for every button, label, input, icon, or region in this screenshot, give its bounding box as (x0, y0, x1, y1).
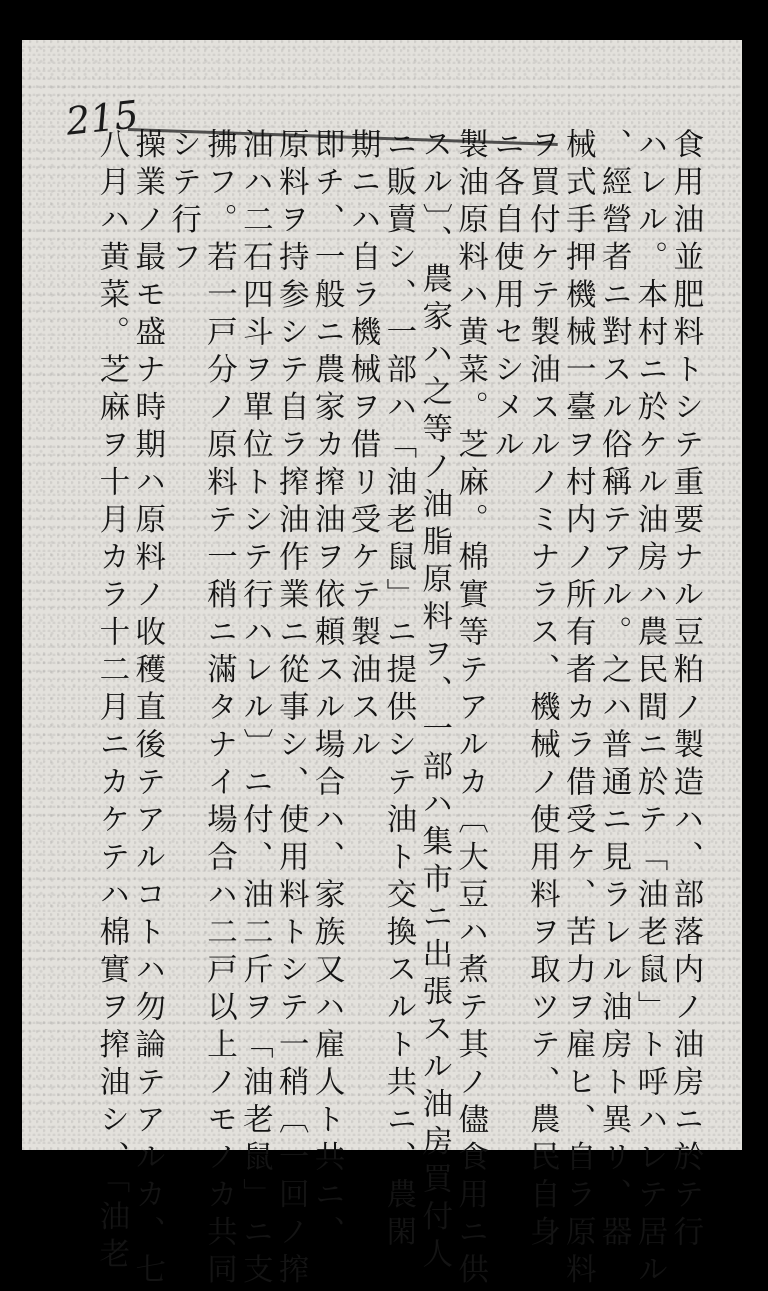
text-column: ハレル。本村ニ於ケル油房ハ農民間ニ於テ「油老鼠」ト呼ハレテ居ル (632, 128, 667, 1291)
text-column: 原料ヲ持参シテ自ラ搾油作業ニ從事シ、使用料トシテ一稍〔一回ノ搾 (273, 128, 309, 1291)
text-column: ニ販賣シ、一部ハ「油老鼠」ニ提供シテ油ト交換スルト共ニ、農閑 (380, 128, 416, 1253)
text-column: ヲ買付ケテ製油スルノミナラス、機械ノ使用料ヲ取ツテ、農民自身 (524, 128, 560, 1253)
text-column: 、經營者ニ對スル俗稱テアル。之ハ普通ニ見ラレル油房ト異リ、器 (596, 128, 632, 1253)
text-column: シテ行フ (165, 128, 201, 278)
text-column: 拂フ。若一戸分ノ原料テ一稍ニ滿タナイ場合ハ二戸以上ノモノカ共同 (201, 128, 237, 1291)
text-column: 械式手押機械一臺ヲ村内ノ所有者カラ借受ケ、苦力ヲ雇ヒ、自ラ原料 (560, 128, 596, 1291)
text-column: 油ハ二石四斗ヲ單位トシテ行ハレル〕ニ付、油二斤ヲ「油老鼠」ニ支 (237, 128, 273, 1291)
text-column: ニ各自使用セシメル (488, 128, 524, 466)
vertical-text-block (90, 128, 703, 1291)
text-column: 製油原料ハ黄菜。芝麻。棉實等テアルカ〔大豆ハ煮テ其ノ儘食用ニ供 (452, 128, 488, 1291)
text-column: 期ニハ自ラ機械ヲ借リ受ケテ製油スル (345, 128, 380, 766)
text-column: スル〕、農家ハ之等ノ油脂原料ヲ、一部ハ集市ニ出張スル油房買付人 (416, 128, 452, 1276)
page-number: 215 (63, 92, 141, 144)
text-column: 即チ、一般ニ農家カ搾油ヲ依頼スル場合ハ、家族又ハ雇人ト共ニ、 (309, 128, 345, 1253)
text-column: 八月ハ黄菜。芝麻ヲ十月カラ十二月ニカケテハ棉實ヲ搾油シ、「油老 (93, 128, 129, 1276)
text-column: 食用油並肥料トシテ重要ナル豆粕ノ製造ハ、部落内ノ油房ニ於テ行 (667, 128, 703, 1253)
text-column: 操業ノ最モ盛ナ時期ハ原料ノ收穫直後テアルコトハ勿論テアルカ、七 (129, 128, 165, 1291)
